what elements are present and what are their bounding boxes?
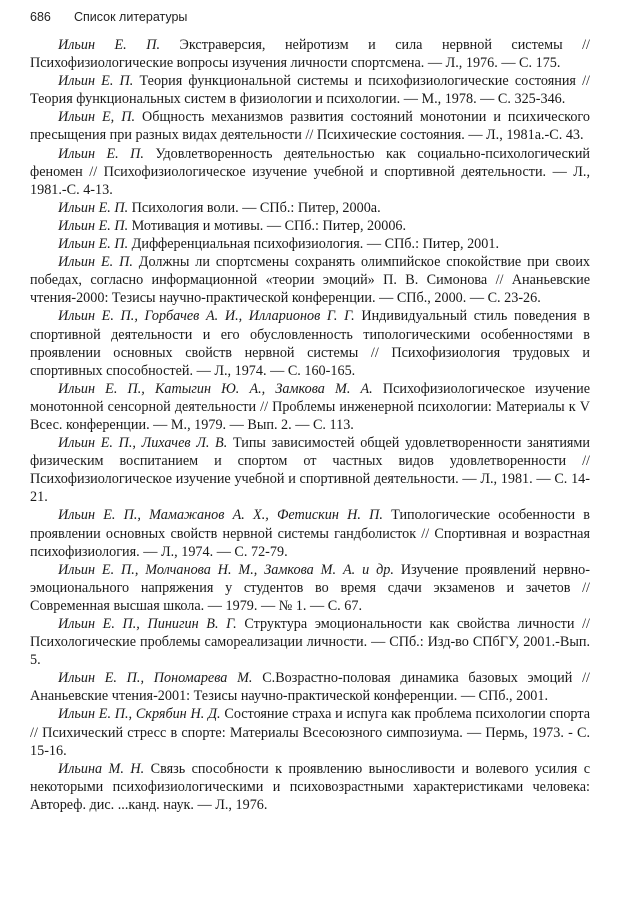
reference-author: Ильин Е. П.	[58, 145, 144, 162]
reference-entry	[30, 36, 590, 72]
reference-text: Должны ли спортсмены сохранять олимпийское спокойствие при своих победах, согласно информационной «теории эмоций» П. В. Симонова // Ананьевские чтения-2000: Тезисы научно-практической конференции. — СПб., 2000. — С. 23-26.	[30, 254, 590, 307]
page-number: 686	[30, 10, 51, 24]
running-title: Список литературы	[74, 10, 188, 24]
reference-entry	[30, 235, 590, 253]
reference-text: Мотивация и мотивы. — СПб.: Питер, 20006.	[128, 217, 407, 234]
reference-text: Типы зависимостей общей удовлетворенности занятиями физическим воспитанием и спортом от частных видов удовлетворенности // Психофизиологическое изучение учебной и спортивной деятельности. — Л., 1981. — С. 14-21.	[30, 435, 591, 506]
reference-entry	[30, 760, 590, 814]
reference-author: Ильин Е. П., Мамажанов А. X., Фетискин Н. П.	[58, 507, 383, 524]
reference-text: Структура эмоциональности как свойства личности // Психологические проблемы самореализации личности. — СПб.: Изд-во СПбГУ, 2001.-Вып. 5.	[30, 616, 590, 669]
reference-entry	[30, 705, 590, 759]
reference-author: Ильин Е. П.	[58, 254, 133, 271]
reference-entry	[30, 307, 590, 379]
reference-entry	[30, 561, 590, 615]
reference-text: Состояние страха и испуга как проблема психологии спорта // Психический стресс в спорте: Материалы Всесоюзного симпозиума. — Пермь, 1973. - С. 15-16.	[30, 706, 590, 759]
reference-text: Психофизиологическое изучение монотонной сенсорной деятельности // Проблемы инженерной психологии: Материалы к V Всес. конференции. — М., 1979. — Вып. 2. — С. 113.	[30, 380, 590, 433]
reference-author: Ильин Е. П.	[58, 37, 161, 53]
reference-entry	[30, 72, 590, 108]
reference-author: Ильин Е, П.	[58, 109, 136, 126]
reference-author: Ильина М. Н.	[58, 760, 145, 777]
reference-author: Ильин Е. П., Молчанова Н. М., Замкова М. А. и др.	[58, 561, 394, 578]
reference-author: Ильин Е. П.	[58, 199, 129, 216]
reference-entry	[30, 380, 590, 434]
reference-author: Ильин Е. П.	[58, 236, 129, 253]
reference-author: Ильин Е. П., Пинигин В. Г.	[58, 616, 237, 632]
reference-author: Ильин Е. П., Горбачев А. И., Илларионов Г. Г.	[58, 308, 355, 325]
reference-entry	[30, 669, 590, 705]
reference-text: Общность механизмов развития состояний монотонии и психического пресыщения при разных видах деятельности // Психические состояния. — Л., 1981а.-С. 43.	[30, 109, 590, 144]
reference-list	[30, 36, 590, 814]
reference-entry	[30, 108, 590, 144]
reference-entry	[30, 199, 590, 217]
reference-entry	[30, 217, 590, 235]
reference-author: Ильин Е. П., Лихачев Л. В.	[58, 435, 228, 452]
reference-text: Изучение проявлений нервно-эмоционального напряжения у студентов во время сдачи экзаменов и зачетов // Современная высшая школа. — 1979. — № 1. — С. 67.	[30, 561, 590, 614]
reference-text: Дифференциальная психофизиология. — СПб.: Питер, 2001.	[128, 236, 500, 253]
reference-text: С.Возрастно-половая динамика базовых эмоций // Ананьевские чтения-2001: Тезисы научно-практической конференции. — СПб., 2001.	[30, 670, 590, 705]
reference-text: Удовлетворенность деятельностью как социально-психологический феномен // Психофизиологическое изучение учебной и спортивной деятельности. — Л., 1981.-С. 4-13.	[30, 145, 590, 198]
reference-entry	[30, 145, 590, 199]
reference-entry	[30, 615, 590, 669]
reference-author: Ильин Е. П., Катыгин Ю. А., Замкова М. А.	[58, 380, 373, 397]
reference-author: Ильин Е. П.	[58, 73, 134, 90]
reference-author: Ильин Е. П.	[58, 217, 129, 234]
page-header	[30, 10, 590, 32]
reference-text: Индивидуальный стиль поведения в спортивной деятельности и его обусловленность типологическими особенностями в проявлении основных свойств нервной системы // Психофизиология трудовых и спортивных способностей. — Л., 1974. — С. 160-165.	[30, 308, 590, 379]
reference-text: Теория функциональной системы и психофизиологические состояния // Теория функциональных систем в физиологии и психологии. — М., 1978. — С. 325-346.	[30, 73, 590, 108]
reference-entry	[30, 434, 590, 506]
reference-author: Ильин Е. П., Пономарева М.	[58, 670, 253, 687]
reference-entry	[30, 253, 590, 307]
reference-text: Типологические особенности в проявлении основных свойств нервной системы гандболисток // Спортивная и возрастная психофизиология. — Л., 1974. — С. 72-79.	[30, 507, 590, 560]
reference-text: Психология воли. — СПб.: Питер, 2000а.	[128, 199, 381, 216]
reference-author: Ильин Е. П., Скрябин Н. Д.	[58, 706, 221, 723]
reference-entry	[30, 506, 590, 560]
reference-text: Экстраверсия, нейротизм и сила нервной системы // Психофизиологические вопросы изучения личности спортсмена. — Л., 1976. — С. 175.	[30, 37, 590, 72]
reference-text: Связь способности к проявлению выносливости и волевого усилия с некоторыми психофизиологическими и психовозрастными характеристиками человека: Автореф. дис. ...канд. наук. — Л., 1976.	[30, 760, 591, 813]
